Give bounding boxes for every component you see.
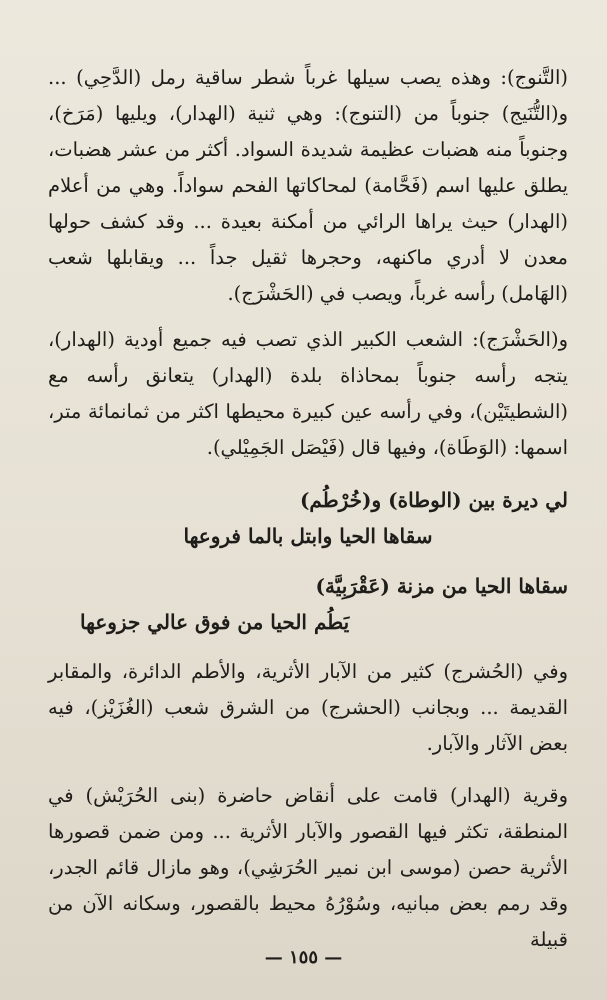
poem-verse-2-first: سقاها الحيا من مزنة (عَقْرَبِيَّة)	[315, 574, 568, 598]
poem-verses	[48, 482, 568, 640]
poem-gap	[48, 554, 568, 568]
paragraph-ruins: وفي (الحُشرج) كثير من الآبار الأثرية، والأطم الدائرة، والمقابر القديمة ... وبجانب (الحشرج) من الشرق شعب (الغُزَيْز)، فيه بعض الآثار والآبار.	[48, 660, 568, 755]
page-number: — ١٥٥ —	[264, 947, 343, 968]
poem-verse-2-second: يَطُم الحيا من فوق عالي جزوعها	[80, 610, 350, 634]
page-body	[48, 60, 568, 958]
paragraph-tanooj: (التَّنوج): وهذه يصب سيلها غرباً شطر ساقية رمل (الدَّحِي) ... و(التُّنَيج) جنوباً من (التنوج): وهي ثنية (الهدار)، ويليها (مَرَخ)، وجنوباً منه هضبات عظيمة شديدة السواد. أكثر من عشر هضبات، يطلق عليها اسم (فَحَّامة) لمحاكاتها الفحم سواداً. وهي من أعلام (الهدار) حيث يراها الرائي من أمكنة بعيدة ... وقد كشف حولها معدن لا أدري ماكنهه، وحجرها ثقيل جداً ... ويقابلها شعب (الهَامل) رأسه غرباً، ويصب في (الحَشْرَج).	[48, 66, 568, 305]
poem-verse-1-second: سقاها الحيا وابتل بالما فروعها	[183, 524, 433, 548]
paragraph-village: وقرية (الهدار) قامت على أنقاض حاضرة (بنى الحُرَيْش) في المنطقة، تكثر فيها القصور والآبار الأثرية ... ومن ضمن قصورها الأثرية حصن (موسى ابن نمير الحُرَشِي)، وهو مازال قائم الجدر، وقد رمم بعض مبانيه، وسُوْرُهُ محيط بالقصور، وسكانه الآن من قبيلة	[48, 784, 568, 951]
poem-verse-1-first: لي ديرة بين (الوطاة) و(خُرْطُم)	[299, 488, 568, 512]
paragraph-hashraj: و(الحَشْرَج): الشعب الكبير الذي تصب فيه جميع أودية (الهدار)، يتجه رأسه جنوباً بمحاذاة بلدة (الهدار) يتعانق رأسه مع (الشطيتَيْن)، وفي رأسه عين كبيرة محيطها اكثر من ثمانمائة متر، اسمها: (الوَطَاة)، وفيها قال (فَيْصَل الجَمِيْلي).	[48, 328, 568, 459]
